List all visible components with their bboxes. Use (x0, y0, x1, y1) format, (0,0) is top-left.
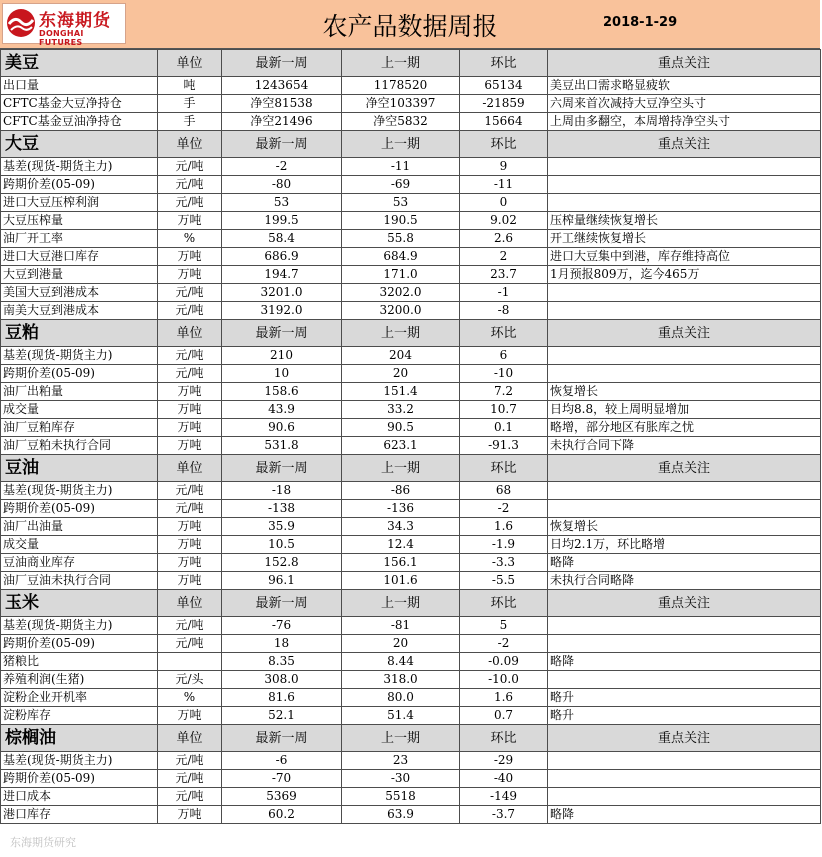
column-header: 上一期 (342, 455, 460, 482)
section-header-row (1, 320, 821, 347)
previous-period-cell: 净空5832 (342, 113, 460, 131)
latest-week-cell: 531.8 (222, 437, 342, 455)
previous-period-cell: 318.0 (342, 671, 460, 689)
previous-period-cell: 12.4 (342, 536, 460, 554)
latest-week-cell: -70 (222, 770, 342, 788)
metric-name-cell: 跨期价差(05-09) (1, 176, 158, 194)
change-cell: 5 (460, 617, 548, 635)
key-focus-cell: 略降 (548, 653, 821, 671)
column-header: 单位 (158, 131, 222, 158)
previous-period-cell: 34.3 (342, 518, 460, 536)
latest-week-cell: 194.7 (222, 266, 342, 284)
previous-period-cell: -30 (342, 770, 460, 788)
change-cell: 0.7 (460, 707, 548, 725)
table-row (1, 806, 821, 824)
previous-period-cell: 63.9 (342, 806, 460, 824)
previous-period-cell: 55.8 (342, 230, 460, 248)
column-header: 重点关注 (548, 725, 821, 752)
table-row (1, 554, 821, 572)
metric-name-cell: CFTC基金大豆净持仓 (1, 95, 158, 113)
column-header: 单位 (158, 455, 222, 482)
change-cell: -3.7 (460, 806, 548, 824)
unit-cell: 元/吨 (158, 284, 222, 302)
key-focus-cell (548, 302, 821, 320)
table-row (1, 230, 821, 248)
unit-cell: 万吨 (158, 419, 222, 437)
column-header: 重点关注 (548, 455, 821, 482)
column-header: 环比 (460, 320, 548, 347)
previous-period-cell: 33.2 (342, 401, 460, 419)
key-focus-cell: 日均2.1万，环比略增 (548, 536, 821, 554)
table-row (1, 248, 821, 266)
column-header: 上一期 (342, 725, 460, 752)
report-date: 2018-1-29 (603, 15, 678, 30)
column-header: 环比 (460, 455, 548, 482)
table-row (1, 284, 821, 302)
previous-period-cell: 1178520 (342, 77, 460, 95)
unit-cell: 元/吨 (158, 194, 222, 212)
table-row (1, 500, 821, 518)
latest-week-cell: 净空81538 (222, 95, 342, 113)
latest-week-cell: 3201.0 (222, 284, 342, 302)
key-focus-cell: 美豆出口需求略显疲软 (548, 77, 821, 95)
table-row (1, 653, 821, 671)
metric-name-cell: 基差(现货-期货主力) (1, 752, 158, 770)
table-row (1, 518, 821, 536)
latest-week-cell: 152.8 (222, 554, 342, 572)
column-header: 最新一周 (222, 320, 342, 347)
column-header: 最新一周 (222, 50, 342, 77)
table-row (1, 770, 821, 788)
section-title: 美豆 (1, 50, 158, 77)
change-cell: 0 (460, 194, 548, 212)
latest-week-cell: 52.1 (222, 707, 342, 725)
column-header: 上一期 (342, 131, 460, 158)
change-cell: -0.09 (460, 653, 548, 671)
unit-cell: 手 (158, 95, 222, 113)
latest-week-cell: -76 (222, 617, 342, 635)
key-focus-cell: 略降 (548, 554, 821, 572)
previous-period-cell: 净空103397 (342, 95, 460, 113)
metric-name-cell: 成交量 (1, 401, 158, 419)
change-cell: -91.3 (460, 437, 548, 455)
table-row (1, 689, 821, 707)
metric-name-cell: 油厂开工率 (1, 230, 158, 248)
column-header: 最新一周 (222, 725, 342, 752)
metric-name-cell: 油厂豆油未执行合同 (1, 572, 158, 590)
latest-week-cell: -80 (222, 176, 342, 194)
logo-english-text: DONGHAI FUTURES (39, 29, 84, 47)
change-cell: -40 (460, 770, 548, 788)
unit-cell: 元/吨 (158, 365, 222, 383)
table-row (1, 707, 821, 725)
key-focus-cell (548, 482, 821, 500)
metric-name-cell: 跨期价差(05-09) (1, 635, 158, 653)
unit-cell: 万吨 (158, 266, 222, 284)
data-table (0, 49, 821, 824)
latest-week-cell: 210 (222, 347, 342, 365)
latest-week-cell: 5369 (222, 788, 342, 806)
change-cell: 1.6 (460, 689, 548, 707)
key-focus-cell (548, 365, 821, 383)
unit-cell: 万吨 (158, 383, 222, 401)
change-cell: 9 (460, 158, 548, 176)
table-row (1, 635, 821, 653)
previous-period-cell: 171.0 (342, 266, 460, 284)
previous-period-cell: 101.6 (342, 572, 460, 590)
column-header: 上一期 (342, 50, 460, 77)
key-focus-cell: 1月预报809万，迄今465万 (548, 266, 821, 284)
table-row (1, 419, 821, 437)
section-header-row (1, 590, 821, 617)
unit-cell: 吨 (158, 77, 222, 95)
key-focus-cell (548, 788, 821, 806)
unit-cell: % (158, 230, 222, 248)
section-header-row (1, 131, 821, 158)
section-header-row (1, 455, 821, 482)
metric-name-cell: 跨期价差(05-09) (1, 500, 158, 518)
unit-cell: 万吨 (158, 212, 222, 230)
unit-cell: 万吨 (158, 437, 222, 455)
section-title: 棕榈油 (1, 725, 158, 752)
column-header: 最新一周 (222, 131, 342, 158)
table-row (1, 383, 821, 401)
column-header: 重点关注 (548, 590, 821, 617)
column-header: 上一期 (342, 320, 460, 347)
previous-period-cell: 623.1 (342, 437, 460, 455)
table-row (1, 437, 821, 455)
key-focus-cell: 略降 (548, 806, 821, 824)
key-focus-cell (548, 500, 821, 518)
key-focus-cell: 开工继续恢复增长 (548, 230, 821, 248)
table-row (1, 482, 821, 500)
latest-week-cell: 81.6 (222, 689, 342, 707)
metric-name-cell: 美国大豆到港成本 (1, 284, 158, 302)
metric-name-cell: 基差(现货-期货主力) (1, 158, 158, 176)
table-row (1, 788, 821, 806)
unit-cell: 元/吨 (158, 347, 222, 365)
previous-period-cell: 23 (342, 752, 460, 770)
table-row (1, 347, 821, 365)
metric-name-cell: 猪粮比 (1, 653, 158, 671)
previous-period-cell: 53 (342, 194, 460, 212)
table-row (1, 176, 821, 194)
column-header: 上一期 (342, 590, 460, 617)
key-focus-cell (548, 194, 821, 212)
change-cell: 23.7 (460, 266, 548, 284)
unit-cell: 元/吨 (158, 770, 222, 788)
report-header (0, 0, 820, 49)
previous-period-cell: 20 (342, 365, 460, 383)
unit-cell: 万吨 (158, 536, 222, 554)
previous-period-cell: -11 (342, 158, 460, 176)
table-row (1, 752, 821, 770)
column-header: 重点关注 (548, 50, 821, 77)
unit-cell: 万吨 (158, 401, 222, 419)
column-header: 重点关注 (548, 131, 821, 158)
latest-week-cell: 18 (222, 635, 342, 653)
key-focus-cell (548, 770, 821, 788)
previous-period-cell: 684.9 (342, 248, 460, 266)
unit-cell: 元/吨 (158, 482, 222, 500)
latest-week-cell: 净空21496 (222, 113, 342, 131)
change-cell: 6 (460, 347, 548, 365)
metric-name-cell: 跨期价差(05-09) (1, 770, 158, 788)
key-focus-cell (548, 158, 821, 176)
unit-cell: 元/吨 (158, 635, 222, 653)
unit-cell: 元/吨 (158, 302, 222, 320)
table-row (1, 266, 821, 284)
change-cell: -8 (460, 302, 548, 320)
previous-period-cell: 190.5 (342, 212, 460, 230)
metric-name-cell: 淀粉企业开机率 (1, 689, 158, 707)
column-header: 单位 (158, 590, 222, 617)
column-header: 最新一周 (222, 455, 342, 482)
key-focus-cell (548, 635, 821, 653)
metric-name-cell: 油厂出粕量 (1, 383, 158, 401)
change-cell: -10 (460, 365, 548, 383)
previous-period-cell: 3200.0 (342, 302, 460, 320)
change-cell: 10.7 (460, 401, 548, 419)
unit-cell: 元/吨 (158, 752, 222, 770)
report-title: 农产品数据周报 (322, 12, 498, 41)
latest-week-cell: 686.9 (222, 248, 342, 266)
metric-name-cell: 豆油商业库存 (1, 554, 158, 572)
latest-week-cell: 96.1 (222, 572, 342, 590)
unit-cell: 元/吨 (158, 617, 222, 635)
latest-week-cell: 10.5 (222, 536, 342, 554)
key-focus-cell (548, 752, 821, 770)
latest-week-cell: -138 (222, 500, 342, 518)
unit-cell: 元/吨 (158, 176, 222, 194)
section-title: 豆粕 (1, 320, 158, 347)
latest-week-cell: 8.35 (222, 653, 342, 671)
metric-name-cell: 进口大豆港口库存 (1, 248, 158, 266)
previous-period-cell: 8.44 (342, 653, 460, 671)
change-cell: 68 (460, 482, 548, 500)
latest-week-cell: 158.6 (222, 383, 342, 401)
key-focus-cell (548, 617, 821, 635)
metric-name-cell: 油厂豆粕未执行合同 (1, 437, 158, 455)
unit-cell: 万吨 (158, 707, 222, 725)
unit-cell: 元/吨 (158, 158, 222, 176)
latest-week-cell: 60.2 (222, 806, 342, 824)
table-row (1, 536, 821, 554)
latest-week-cell: 1243654 (222, 77, 342, 95)
watermark: 东海期货研究 (10, 836, 76, 849)
change-cell: -1 (460, 284, 548, 302)
previous-period-cell: 5518 (342, 788, 460, 806)
change-cell: -10.0 (460, 671, 548, 689)
unit-cell: 万吨 (158, 518, 222, 536)
change-cell: -3.3 (460, 554, 548, 572)
key-focus-cell: 略升 (548, 689, 821, 707)
metric-name-cell: 基差(现货-期货主力) (1, 347, 158, 365)
column-header: 单位 (158, 320, 222, 347)
change-cell: 9.02 (460, 212, 548, 230)
latest-week-cell: 90.6 (222, 419, 342, 437)
table-row (1, 617, 821, 635)
change-cell: 0.1 (460, 419, 548, 437)
latest-week-cell: 53 (222, 194, 342, 212)
previous-period-cell: 51.4 (342, 707, 460, 725)
column-header: 单位 (158, 725, 222, 752)
unit-cell: % (158, 689, 222, 707)
logo-chinese-text: 东海期货 (39, 11, 111, 31)
metric-name-cell: 养殖利润(生猪) (1, 671, 158, 689)
metric-name-cell: 港口库存 (1, 806, 158, 824)
unit-cell: 元/头 (158, 671, 222, 689)
previous-period-cell: 90.5 (342, 419, 460, 437)
metric-name-cell: 大豆压榨量 (1, 212, 158, 230)
latest-week-cell: -2 (222, 158, 342, 176)
latest-week-cell: 58.4 (222, 230, 342, 248)
metric-name-cell: 进口大豆压榨利润 (1, 194, 158, 212)
latest-week-cell: -6 (222, 752, 342, 770)
section-title: 玉米 (1, 590, 158, 617)
metric-name-cell: 进口成本 (1, 788, 158, 806)
change-cell: 15664 (460, 113, 548, 131)
table-row (1, 302, 821, 320)
unit-cell: 元/吨 (158, 788, 222, 806)
metric-name-cell: 跨期价差(05-09) (1, 365, 158, 383)
section-title: 豆油 (1, 455, 158, 482)
key-focus-cell: 略增，部分地区有胀库之忧 (548, 419, 821, 437)
column-header: 单位 (158, 50, 222, 77)
previous-period-cell: 80.0 (342, 689, 460, 707)
table-row (1, 572, 821, 590)
key-focus-cell: 进口大豆集中到港，库存维持高位 (548, 248, 821, 266)
change-cell: 2.6 (460, 230, 548, 248)
table-row (1, 194, 821, 212)
section-header-row (1, 725, 821, 752)
previous-period-cell: 3202.0 (342, 284, 460, 302)
unit-cell: 万吨 (158, 554, 222, 572)
metric-name-cell: 成交量 (1, 536, 158, 554)
unit-cell: 万吨 (158, 572, 222, 590)
previous-period-cell: 151.4 (342, 383, 460, 401)
latest-week-cell: 308.0 (222, 671, 342, 689)
metric-name-cell: 基差(现货-期货主力) (1, 617, 158, 635)
column-header: 环比 (460, 590, 548, 617)
column-header: 环比 (460, 725, 548, 752)
key-focus-cell: 略升 (548, 707, 821, 725)
metric-name-cell: CFTC基金豆油净持仓 (1, 113, 158, 131)
previous-period-cell: -86 (342, 482, 460, 500)
key-focus-cell: 六周来首次减持大豆净空头寸 (548, 95, 821, 113)
column-header: 环比 (460, 131, 548, 158)
latest-week-cell: 35.9 (222, 518, 342, 536)
table-row (1, 95, 821, 113)
key-focus-cell: 日均8.8，较上周明显增加 (548, 401, 821, 419)
key-focus-cell: 未执行合同略降 (548, 572, 821, 590)
change-cell: -21859 (460, 95, 548, 113)
key-focus-cell (548, 671, 821, 689)
change-cell: -149 (460, 788, 548, 806)
key-focus-cell (548, 347, 821, 365)
metric-name-cell: 油厂出油量 (1, 518, 158, 536)
previous-period-cell: -69 (342, 176, 460, 194)
metric-name-cell: 出口量 (1, 77, 158, 95)
change-cell: -29 (460, 752, 548, 770)
table-row (1, 401, 821, 419)
change-cell: -2 (460, 500, 548, 518)
previous-period-cell: 156.1 (342, 554, 460, 572)
section-header-row (1, 50, 821, 77)
previous-period-cell: -136 (342, 500, 460, 518)
change-cell: 65134 (460, 77, 548, 95)
previous-period-cell: -81 (342, 617, 460, 635)
table-row (1, 113, 821, 131)
previous-period-cell: 204 (342, 347, 460, 365)
key-focus-cell: 恢复增长 (548, 383, 821, 401)
change-cell: -11 (460, 176, 548, 194)
latest-week-cell: 3192.0 (222, 302, 342, 320)
metric-name-cell: 大豆到港量 (1, 266, 158, 284)
latest-week-cell: 43.9 (222, 401, 342, 419)
change-cell: 1.6 (460, 518, 548, 536)
previous-period-cell: 20 (342, 635, 460, 653)
key-focus-cell: 未执行合同下降 (548, 437, 821, 455)
key-focus-cell: 恢复增长 (548, 518, 821, 536)
change-cell: 2 (460, 248, 548, 266)
unit-cell: 万吨 (158, 806, 222, 824)
latest-week-cell: -18 (222, 482, 342, 500)
metric-name-cell: 南美大豆到港成本 (1, 302, 158, 320)
table-row (1, 158, 821, 176)
key-focus-cell (548, 284, 821, 302)
unit-cell (158, 653, 222, 671)
table-row (1, 365, 821, 383)
table-row (1, 212, 821, 230)
key-focus-cell (548, 176, 821, 194)
latest-week-cell: 10 (222, 365, 342, 383)
change-cell: -2 (460, 635, 548, 653)
latest-week-cell: 199.5 (222, 212, 342, 230)
section-title: 大豆 (1, 131, 158, 158)
table-row (1, 77, 821, 95)
change-cell: 7.2 (460, 383, 548, 401)
change-cell: -1.9 (460, 536, 548, 554)
change-cell: -5.5 (460, 572, 548, 590)
column-header: 重点关注 (548, 320, 821, 347)
column-header: 最新一周 (222, 590, 342, 617)
unit-cell: 万吨 (158, 248, 222, 266)
metric-name-cell: 淀粉库存 (1, 707, 158, 725)
key-focus-cell: 上周由多翻空，本周增持净空头寸 (548, 113, 821, 131)
unit-cell: 手 (158, 113, 222, 131)
key-focus-cell: 压榨量继续恢复增长 (548, 212, 821, 230)
metric-name-cell: 油厂豆粕库存 (1, 419, 158, 437)
unit-cell: 元/吨 (158, 500, 222, 518)
metric-name-cell: 基差(现货-期货主力) (1, 482, 158, 500)
column-header: 环比 (460, 50, 548, 77)
table-row (1, 671, 821, 689)
